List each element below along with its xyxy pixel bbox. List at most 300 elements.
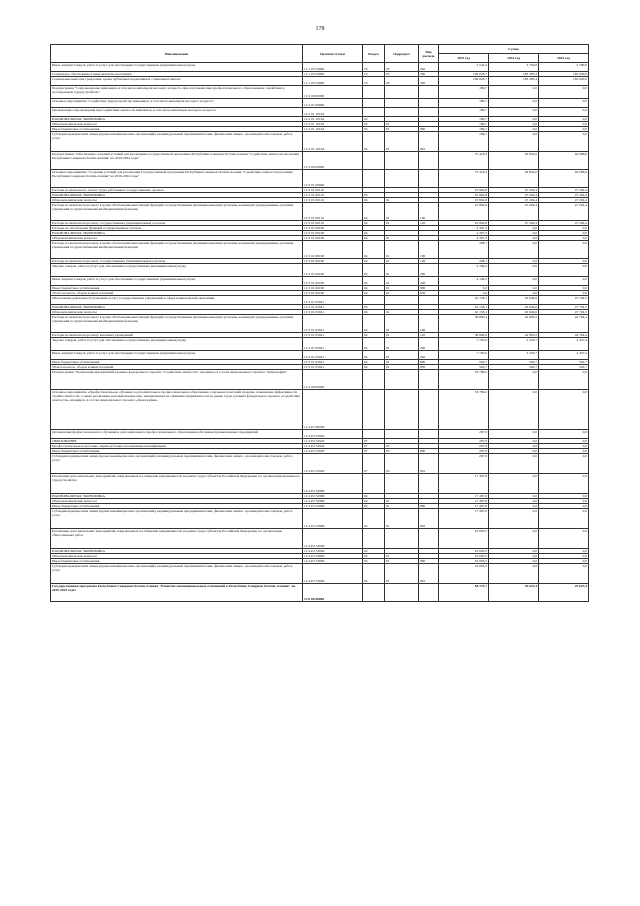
row-amount-2023: 16 003,5: [439, 549, 489, 554]
row-amount-2024: 45 649,6: [489, 296, 539, 305]
row-section: 04: [363, 504, 385, 509]
row-expense-type: [419, 170, 439, 188]
row-subsection: 03: [385, 72, 419, 77]
row-amount-2023: 2 544,4: [439, 63, 489, 72]
row-amount-2024: 0,0: [489, 559, 539, 564]
row-name: Реализация дополнительных мероприятий, направленных на снижение напряженности на рынке труда субъектов Российской Федерации, по организации временного трудоустройства: [51, 474, 303, 494]
row-expense-type: [419, 529, 439, 549]
row-amount-2024: 0,0: [489, 236, 539, 241]
row-amount-2023: 25 862,8: [439, 221, 489, 226]
table-header: [51, 45, 589, 63]
row-amount-2023: 17 487,8: [439, 499, 489, 504]
row-name: НАЦИОНАЛЬНАЯ ЭКОНОМИКА: [51, 494, 303, 499]
row-amount-2025: 2 437,4: [539, 338, 589, 351]
row-amount-2025: 0,0: [539, 117, 589, 122]
row-amount-2024: 183 383,4: [489, 72, 539, 77]
row-name: Социальное обеспечение и иные выплаты населению: [51, 72, 303, 77]
row-amount-2025: 185 929,0: [539, 77, 589, 86]
row-amount-2023: 45 158,1: [439, 305, 489, 310]
row-name: Основное мероприятие "Содействие трудоустройству инвалидов, в том числе инвалидов молодого возраста": [51, 99, 303, 108]
row-amount-2025: 185 929,0: [539, 72, 589, 77]
table-row: [51, 296, 589, 305]
row-section: 04: [363, 333, 385, 338]
page-number: 178: [315, 26, 325, 32]
row-amount-2025: 0,0: [539, 559, 589, 564]
table-row: [51, 132, 589, 152]
row-amount-2023: 7 765,0: [439, 338, 489, 351]
row-target-article: 12 4 P2 52920: [303, 454, 363, 474]
row-amount-2025: 0,0: [539, 554, 589, 559]
row-amount-2024: 0,0: [489, 554, 539, 559]
row-amount-2025: 0,0: [539, 439, 589, 444]
row-target-article: 12 3 01 00190: [303, 259, 363, 264]
row-amount-2024: 42 803,2: [489, 333, 539, 338]
row-target-article: 12 3 01 00190: [303, 277, 363, 286]
row-section: [363, 430, 385, 439]
row-target-article: 12 4 P2 53000: [303, 559, 363, 564]
row-amount-2025: 47 704,5: [539, 305, 589, 310]
row-name: Организация профессионального обучения и дополнительного профессионального образования работников промышленных предприятий: [51, 430, 303, 439]
row-subsection: [385, 390, 419, 430]
row-name: Уплата налогов, сборов и иных платежей: [51, 365, 303, 370]
row-amount-2024: 47 204,4: [489, 221, 539, 226]
row-name: Расходы на выплаты персоналу государственных (муниципальных) органов: [51, 221, 303, 226]
row-expense-type: [419, 430, 439, 439]
row-expense-type: 800: [419, 449, 439, 454]
row-amount-2024: 0,0: [489, 494, 539, 499]
row-amount-2024: 0,0: [489, 117, 539, 122]
row-amount-2025: 0,0: [539, 291, 589, 296]
row-subsection: 01: [385, 554, 419, 559]
row-amount-2024: 0,0: [489, 127, 539, 132]
table-row: [51, 277, 589, 286]
row-amount-2025: 47 704,5: [539, 296, 589, 305]
row-section: 04: [363, 564, 385, 584]
row-subsection: [385, 430, 419, 439]
row-name: Общеэкономические вопросы: [51, 198, 303, 203]
row-amount-2023: 4 397,3: [439, 226, 489, 231]
row-amount-2023: 25 862,8: [439, 198, 489, 203]
row-amount-2025: 0,0: [539, 499, 589, 504]
row-section: 04: [363, 315, 385, 333]
header-expense-type: Вид расхода: [419, 45, 439, 63]
row-target-article: 12 1 03 52900: [303, 77, 363, 86]
row-section: 04: [363, 198, 385, 203]
row-target-article: 12 2 01 10164: [303, 132, 363, 152]
row-name: Подпрограмма "Обеспечение создания условий для реализации государственной программы Республики Северная Осетия-Алания "Содействие занятости населения Республики Северная Осетия-Алания" на 2016-2024 годы": [51, 152, 303, 170]
row-section: 04: [363, 117, 385, 122]
row-section: 04: [363, 338, 385, 351]
table-row: [51, 509, 589, 529]
row-amount-2025: 0,0: [539, 390, 589, 430]
table-row: [51, 338, 589, 351]
row-subsection: [385, 108, 419, 117]
row-name: Расходы на выплаты персоналу в целях обеспечения выполнения функций государственными (муниципальными) органами, казенными учреждениями, органами управления государственными внебюджетными фондами: [51, 203, 303, 221]
row-subsection: 01: [385, 564, 419, 584]
row-amount-2024: 0,0: [489, 390, 539, 430]
row-subsection: 01: [385, 286, 419, 291]
row-amount-2023: 17 487,8: [439, 509, 489, 529]
row-amount-2023: 4 397,3: [439, 231, 489, 236]
row-section: [363, 86, 385, 99]
table-row: [51, 77, 589, 86]
row-amount-2023: 25 862,8: [439, 188, 489, 193]
row-amount-2025: 0,0: [539, 504, 589, 509]
row-amount-2023: 189,7: [439, 99, 489, 108]
row-expense-type: [419, 108, 439, 117]
row-amount-2025: 0,0: [539, 454, 589, 474]
row-subsection: 01: [385, 499, 419, 504]
row-subsection: 01: [385, 351, 419, 360]
row-amount-2023: 502,7: [439, 365, 489, 370]
row-expense-type: 240: [419, 277, 439, 286]
row-amount-2023: 25 862,8: [439, 193, 489, 198]
row-target-article: 12 2 01 10164: [303, 122, 363, 127]
row-expense-type: [419, 390, 439, 430]
row-amount-2025: 0,0: [539, 430, 589, 439]
row-section: 04: [363, 241, 385, 259]
row-expense-type: [419, 296, 439, 305]
row-amount-2025: 0,0: [539, 509, 589, 529]
row-name: Подпрограмма "Сопровождение инвалидов, в том числе инвалидов молодого возраста, при получении ими профессионального образования и содействия в последующем трудоустройстве": [51, 86, 303, 99]
row-amount-2025: 0,0: [539, 99, 589, 108]
row-target-article: 12 4 P2 53000: [303, 564, 363, 584]
row-amount-2023: 297,9: [439, 430, 489, 439]
header-year-2024: 2024 год: [489, 54, 539, 63]
row-target-article: 12 3 01 00110: [303, 198, 363, 203]
row-amount-2025: 94 908,9: [539, 152, 589, 170]
row-name: Иные бюджетные ассигнования: [51, 504, 303, 509]
row-amount-2023: 189,7: [439, 122, 489, 127]
row-expense-type: 200: [419, 264, 439, 277]
row-subsection: [385, 86, 419, 99]
row-amount-2024: 183 383,4: [489, 77, 539, 86]
row-amount-2024: 2 750,8: [489, 63, 539, 72]
row-section: 10: [363, 72, 385, 77]
row-target-article: 12 4 P2 52980: [303, 509, 363, 529]
row-section: [363, 370, 385, 390]
row-name: Расходы на выплаты персоналу государственных (муниципальных) органов: [51, 259, 303, 264]
row-expense-type: 240: [419, 351, 439, 360]
row-section: [363, 584, 385, 602]
row-section: 04: [363, 365, 385, 370]
row-name: Социальные выплаты гражданам, кроме публичных нормативных социальных выплат: [51, 77, 303, 86]
row-subsection: 05: [385, 449, 419, 454]
row-amount-2024: 0,0: [489, 504, 539, 509]
row-amount-2023: 5,0: [439, 291, 489, 296]
row-subsection: 01: [385, 198, 419, 203]
row-name: Иные бюджетные ассигнования: [51, 559, 303, 564]
row-amount-2023: 16 003,5: [439, 554, 489, 559]
row-section: 07: [363, 449, 385, 454]
row-amount-2023: 189,7: [439, 117, 489, 122]
row-section: 04: [363, 286, 385, 291]
row-name: Иные закупки товаров, работ и услуг для обеспечения государственных (муниципальных) нужд: [51, 277, 303, 286]
row-amount-2024: 502,7: [489, 360, 539, 365]
row-target-article: 12 3 01 00190: [303, 231, 363, 236]
row-amount-2024: 0,0: [489, 499, 539, 504]
row-amount-2024: 47 204,4: [489, 198, 539, 203]
row-subsection: [385, 370, 419, 390]
row-subsection: 01: [385, 264, 419, 277]
row-amount-2023: 297,9: [439, 449, 489, 454]
row-amount-2025: 47 204,4: [539, 193, 589, 198]
row-name: Иные бюджетные ассигнования: [51, 127, 303, 132]
row-subsection: [385, 529, 419, 549]
row-section: 04: [363, 554, 385, 559]
table-body: [51, 63, 589, 602]
row-amount-2024: 0,0: [489, 564, 539, 584]
row-section: 04: [363, 132, 385, 152]
row-target-article: 12 4 P2 53000: [303, 554, 363, 559]
row-amount-2025: 0,0: [539, 236, 589, 241]
row-target-article: 12 4 P2 53000: [303, 549, 363, 554]
row-amount-2023: 75 418,2: [439, 152, 489, 170]
row-amount-2024: 0,0: [489, 509, 539, 529]
row-amount-2025: 0,0: [539, 494, 589, 499]
row-amount-2025: 0,0: [539, 564, 589, 584]
row-section: [363, 108, 385, 117]
row-section: [363, 152, 385, 170]
row-section: 04: [363, 236, 385, 241]
row-section: 07: [363, 444, 385, 449]
row-expense-type: 800: [419, 504, 439, 509]
table-row: [51, 86, 589, 99]
row-target-article: 12 3 01 00190: [303, 226, 363, 231]
row-expense-type: [419, 86, 439, 99]
row-amount-2024: 0,0: [489, 99, 539, 108]
row-section: 04: [363, 259, 385, 264]
table-row: [51, 529, 589, 549]
row-subsection: 01: [385, 277, 419, 286]
row-section: 04: [363, 122, 385, 127]
row-section: [363, 390, 385, 430]
row-amount-2025: 47 204,4: [539, 203, 589, 221]
row-expense-type: 800: [419, 559, 439, 564]
row-expense-type: [419, 370, 439, 390]
row-section: 04: [363, 351, 385, 360]
row-name: Общеэкономические вопросы: [51, 310, 303, 315]
row-amount-2023: 75 418,2: [439, 170, 489, 188]
row-section: [363, 529, 385, 549]
row-target-article: 12 4 P2 52980: [303, 504, 363, 509]
row-amount-2023: 36 890,4: [439, 315, 489, 333]
row-amount-2024: 45 649,6: [489, 305, 539, 310]
row-amount-2025: 0,0: [539, 226, 589, 231]
row-amount-2023: 7 765,0: [439, 351, 489, 360]
row-target-article: 12 3 01 05041: [303, 296, 363, 305]
row-amount-2023: 189,7: [439, 86, 489, 99]
row-name: ОБРАЗОВАНИЕ: [51, 439, 303, 444]
row-amount-2023: 33 789,2: [439, 390, 489, 430]
row-subsection: [385, 152, 419, 170]
row-target-article: 12 4 P2 52920: [303, 430, 363, 439]
row-target-article: 12 3 01 00190: [303, 264, 363, 277]
header-name: Наименование: [51, 45, 303, 63]
row-amount-2024: 29 623,4: [489, 584, 539, 602]
row-amount-2024: 0,0: [489, 444, 539, 449]
row-amount-2024: 45 649,6: [489, 310, 539, 315]
row-name: Субсидии юридическим лицам (кроме некоммерческих организаций), индивидуальным предпринимателям, физическим лицам - производителям товаров, работ, услуг: [51, 454, 303, 474]
row-amount-2024: 92 854,0: [489, 152, 539, 170]
row-amount-2024: 0,0: [489, 291, 539, 296]
row-amount-2024: 0,0: [489, 370, 539, 390]
row-amount-2024: 42 803,2: [489, 315, 539, 333]
row-amount-2024: 0,0: [489, 231, 539, 236]
row-amount-2024: 92 854,0: [489, 170, 539, 188]
row-subsection: [385, 474, 419, 494]
header-year-2025: 2025 год: [539, 54, 589, 63]
row-expense-type: 120: [419, 221, 439, 226]
row-target-article: 12 4 P2 52980: [303, 494, 363, 499]
row-expense-type: 120: [419, 259, 439, 264]
row-amount-2025: 94 908,9: [539, 170, 589, 188]
row-name: Закупка товаров, работ и услуг для обеспечения государственных (муниципальных) нужд: [51, 264, 303, 277]
row-amount-2023: 169 028,7: [439, 72, 489, 77]
row-target-article: 12 4 P2 52920: [303, 439, 363, 444]
row-target-article: 12 1 03 52900: [303, 63, 363, 72]
row-amount-2024: 47 204,4: [489, 188, 539, 193]
row-target-article: 12 2 00 00000: [303, 86, 363, 99]
row-name: Организация сопровождения при содействии занятости инвалидов, в том числе инвалидов молодого возраста: [51, 108, 303, 117]
row-target-article: 12 1 03 52900: [303, 72, 363, 77]
row-amount-2024: 0,0: [489, 454, 539, 474]
row-amount-2024: 0,0: [489, 430, 539, 439]
row-amount-2025: 0,0: [539, 86, 589, 99]
row-amount-2023: 36 890,4: [439, 333, 489, 338]
row-amount-2023: 502,7: [439, 360, 489, 365]
header-section: Раздел: [363, 45, 385, 63]
row-amount-2024: 0,0: [489, 449, 539, 454]
row-name: Расходы на выплаты персоналу в целях обеспечения выполнения функций государственными (муниципальными) органами, казенными учреждениями, органами управления государственными внебюджетными фондами: [51, 241, 303, 259]
table-row: [51, 584, 589, 602]
header-target-article: Целевая статья: [303, 45, 363, 63]
row-amount-2023: 4 397,3: [439, 236, 489, 241]
row-amount-2025: 2 780,0: [539, 63, 589, 72]
row-amount-2025: 0,0: [539, 122, 589, 127]
row-amount-2025: 502,7: [539, 365, 589, 370]
row-expense-type: 320: [419, 77, 439, 86]
row-expense-type: 240: [419, 63, 439, 72]
row-amount-2023: 17 487,8: [439, 494, 489, 499]
row-subsection: [385, 584, 419, 602]
row-amount-2024: 0,0: [489, 259, 539, 264]
row-amount-2024: 0,0: [489, 286, 539, 291]
row-section: [363, 170, 385, 188]
row-amount-2025: 47 204,4: [539, 221, 589, 226]
row-amount-2025: 0,0: [539, 286, 589, 291]
row-amount-2025: 0,0: [539, 231, 589, 236]
row-name: Расходы на выплаты персоналу в целях обеспечения выполнения функций государственными (муниципальными) органами, казенными учреждениями, органами управления государственными внебюджетными фондами: [51, 315, 303, 333]
row-amount-2025: 47 704,5: [539, 310, 589, 315]
row-expense-type: 810: [419, 132, 439, 152]
row-amount-2023: 208,1: [439, 259, 489, 264]
row-amount-2023: 297,9: [439, 454, 489, 474]
row-amount-2024: 502,7: [489, 365, 539, 370]
header-sum: Сумма: [439, 45, 589, 54]
row-subsection: 01: [385, 315, 419, 333]
row-section: 04: [363, 231, 385, 236]
row-section: 04: [363, 277, 385, 286]
row-amount-2025: 44 764,4: [539, 333, 589, 338]
row-amount-2023: 297,9: [439, 439, 489, 444]
row-expense-type: 800: [419, 127, 439, 132]
row-amount-2025: 47 204,4: [539, 188, 589, 193]
row-name: Субсидии юридическим лицам (кроме некоммерческих организаций), индивидуальным предпринимателям, физическим лицам - производителям товаров, работ, услуг: [51, 564, 303, 584]
row-amount-2024: 0,0: [489, 108, 539, 117]
row-amount-2025: 44 764,4: [539, 315, 589, 333]
row-amount-2025: 0,0: [539, 549, 589, 554]
row-section: 04: [363, 499, 385, 504]
row-target-article: 12 3 01 00190: [303, 236, 363, 241]
row-target-article: 12 3 01 00190: [303, 286, 363, 291]
row-subsection: 01: [385, 365, 419, 370]
row-expense-type: [419, 152, 439, 170]
table-row: [51, 474, 589, 494]
row-amount-2025: 0,0: [539, 444, 589, 449]
row-target-article: 12 3 01 00000: [303, 170, 363, 188]
row-expense-type: [419, 584, 439, 602]
row-amount-2025: 0,0: [539, 127, 589, 132]
table-row: [51, 203, 589, 221]
row-amount-2025: 2 437,4: [539, 351, 589, 360]
row-subsection: 01: [385, 203, 419, 221]
row-name: Закупка товаров, работ и услуг для обеспечения государственных (муниципальных) нужд: [51, 338, 303, 351]
row-target-article: 12 4 P2 53000: [303, 529, 363, 549]
row-target-article: 12 3 01 00190: [303, 241, 363, 259]
row-expense-type: 100: [419, 315, 439, 333]
row-amount-2023: 16 003,5: [439, 564, 489, 584]
table-row: [51, 264, 589, 277]
table-row: [51, 63, 589, 72]
row-subsection: 01: [385, 333, 419, 338]
row-amount-2023: 4 184,2: [439, 264, 489, 277]
row-expense-type: 100: [419, 241, 439, 259]
row-target-article: 12 4 00 00000: [303, 370, 363, 390]
row-amount-2024: 0,0: [489, 277, 539, 286]
row-target-article: 12 2 01 00000: [303, 99, 363, 108]
header-subsection: Подраздел: [385, 45, 419, 63]
table-row: [51, 99, 589, 108]
row-section: 04: [363, 360, 385, 365]
row-amount-2024: 47 204,4: [489, 203, 539, 221]
row-target-article: 12 3 01 05041: [303, 365, 363, 370]
row-amount-2023: 16 003,5: [439, 529, 489, 549]
row-section: 10: [363, 63, 385, 72]
row-subsection: 01: [385, 221, 419, 226]
row-amount-2023: 17 487,8: [439, 504, 489, 509]
row-expense-type: 810: [419, 454, 439, 474]
row-amount-2025: 0,0: [539, 108, 589, 117]
row-amount-2023: 17 487,8: [439, 474, 489, 494]
row-expense-type: 850: [419, 365, 439, 370]
table-row: [51, 108, 589, 117]
row-name: Общеэкономические вопросы: [51, 554, 303, 559]
row-amount-2025: 0,0: [539, 132, 589, 152]
row-expense-type: [419, 99, 439, 108]
row-target-article: 12 4 P2 52980: [303, 499, 363, 504]
row-amount-2025: 0,0: [539, 241, 589, 259]
row-amount-2024: 0,0: [489, 474, 539, 494]
row-expense-type: 810: [419, 509, 439, 529]
budget-table: [50, 44, 589, 602]
row-section: 07: [363, 439, 385, 444]
row-expense-type: 100: [419, 203, 439, 221]
row-subsection: 05: [385, 444, 419, 449]
row-name: Подпрограмма "Реализация мероприятий в рамках федерального проекта "Содействие занятости", входящего в состав национального проекта "Демография": [51, 370, 303, 390]
row-amount-2024: 0,0: [489, 264, 539, 277]
row-amount-2023: 169 028,7: [439, 77, 489, 86]
